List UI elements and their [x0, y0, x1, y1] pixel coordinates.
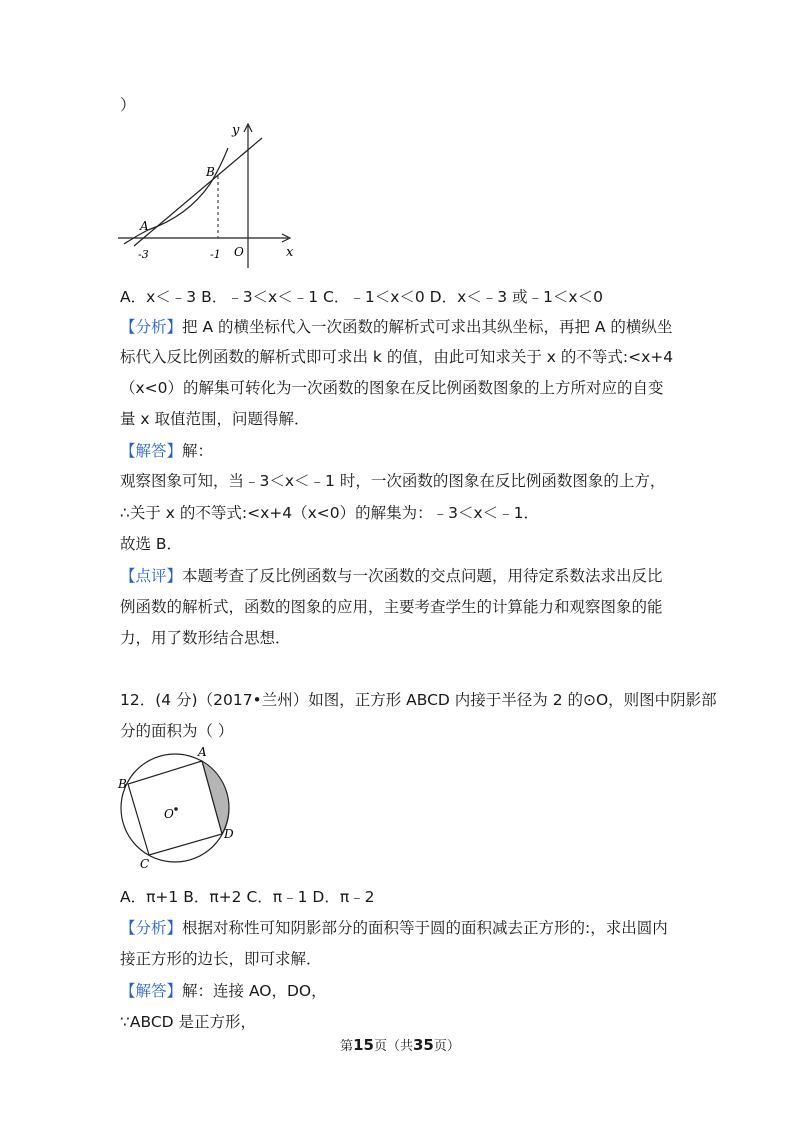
analysis-tag: 【分析】: [120, 318, 183, 336]
answer-suffix: 解：连接 AO，DO，: [182, 982, 327, 1000]
page-footer: [0, 1036, 800, 1056]
label-b: B: [206, 165, 215, 179]
q11-comment-line-3: 力，用了数形结合思想．: [120, 629, 291, 647]
label-d: D: [224, 827, 234, 841]
analysis-tag: 【分析】: [120, 919, 183, 937]
footer-post: 页）: [433, 1039, 460, 1054]
label-x: x: [286, 245, 294, 260]
q11-analysis-line-2: 标代入反比例函数的解析式即可求出 k 的值，由此可知求关于 x 的不等式:<x+4: [120, 348, 674, 366]
answer-suffix: 解：: [182, 442, 214, 460]
q12-stem-line-2: 分的面积为（ ）: [120, 722, 234, 740]
q12-analysis-line-2: 接正方形的边长，即可求解．: [120, 950, 322, 968]
function-graph-figure: [110, 118, 310, 278]
label-o: O: [234, 245, 244, 259]
q11-answer-line-1: 观察图象可知，当﹣3＜x＜﹣1 时，一次函数的图象在反比例函数图象的上方，: [120, 472, 666, 490]
q11-analysis-line-1: [120, 316, 672, 338]
footer-mid: 页（共: [373, 1039, 413, 1054]
q11-answer-line-2: ∴关于 x 的不等式:<x+4（x<0）的解集为：﹣3＜x＜﹣1．: [120, 504, 540, 522]
closing-paren: ）: [120, 96, 136, 114]
q11-options: A．x＜﹣3 B．﹣3＜x＜﹣1 C．﹣1＜x＜0 D．x＜﹣3 或﹣1＜x＜0: [120, 288, 603, 306]
q11-comment-line-2: 例函数的解析式，函数的图象的应用，主要考查学生的计算能力和观察图象的能: [120, 598, 663, 616]
q11-comment-line-1: [120, 565, 663, 587]
q12-stem-line-1: 12．(4 分)（2017•兰州）如图，正方形 ABCD 内接于半径为 2 的⊙O，则图中阴影部: [120, 691, 717, 709]
label-a: A: [140, 219, 149, 233]
answer-tag: 【解答】: [120, 442, 183, 460]
tick-minus-1: -1: [210, 248, 221, 261]
q12-answer-line: [120, 980, 327, 1002]
analysis-text: 把 A 的横坐标代入一次函数的解析式可求出其纵坐标，再把 A 的横纵坐: [182, 318, 673, 336]
comment-text: 本题考查了反比例函数与一次函数的交点问题，用待定系数法求出反比: [182, 567, 663, 585]
q11-analysis-line-4: 量 x 取值范围，问题得解．: [120, 410, 310, 428]
label-c: C: [140, 857, 150, 871]
q11-answer-line: [120, 440, 213, 462]
center-dot: [174, 807, 178, 811]
label-b: B: [118, 777, 127, 791]
label-y: y: [232, 123, 240, 138]
q12-options: A．π+1 B．π+2 C．π﹣1 D．π﹣2: [120, 888, 375, 906]
footer-pre: 第: [340, 1039, 354, 1054]
total-pages: 35: [413, 1036, 434, 1054]
q11-answer-line-3: 故选 B．: [120, 535, 183, 553]
label-a: A: [198, 745, 207, 759]
tick-minus-3: -3: [138, 248, 149, 261]
linear-function-line: [134, 138, 262, 246]
current-page: 15: [353, 1036, 374, 1054]
comment-tag: 【点评】: [120, 567, 183, 585]
analysis-text: 根据对称性可知阴影部分的面积等于圆的面积减去正方形的:，求出圆内: [182, 919, 668, 937]
q12-answer-line-1: ∵ABCD 是正方形，: [120, 1013, 257, 1031]
q11-analysis-line-3: （x<0）的解集可转化为一次函数的图象在反比例函数图象的上方所对应的自变: [120, 379, 664, 397]
inscribed-square-figure: [110, 742, 240, 872]
shaded-segment: [202, 761, 229, 834]
answer-tag: 【解答】: [120, 982, 183, 1000]
label-o: O: [164, 807, 174, 821]
q12-analysis-line-1: [120, 917, 668, 939]
